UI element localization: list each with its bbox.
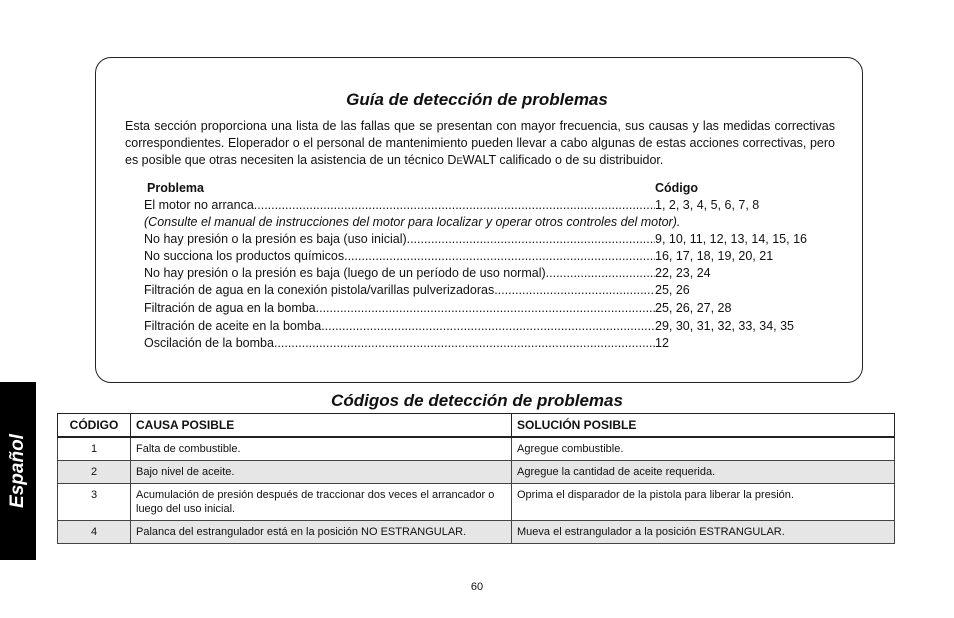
page-number: 60 [470,581,484,593]
row-cause: Acumulación de presión después de traccionar dos veces el arrancador o luego del uso inicial. [131,484,512,521]
row-solution: Mueva el estrangulador a la posición ESTRANGULAR. [512,521,895,544]
engine-manual-note: (Consulte el manual de instrucciones del motor para localizar y operar otros controles del motor). [144,215,681,229]
row-code: 4 [58,521,131,544]
troubleshooting-codes-table [57,413,895,544]
table-row [58,437,895,461]
problem-row: Filtración de agua en la conexión pistola/varillas pulverizadoras ..... 25, 26 [144,282,844,299]
table-row [58,484,895,521]
table-row [58,521,895,544]
header-cause: CAUSA POSIBLE [131,414,512,438]
row-cause: Bajo nivel de aceite. [131,461,512,484]
language-side-tab: Español [0,382,36,560]
table-row [58,461,895,484]
problem-row: No hay presión o la presión es baja (luego de un período de uso normal) ..... 22, 23, 24 [144,265,844,282]
header-code: CÓDIGO [58,414,131,438]
problem-row: Oscilación de la bomba ..... 12 [144,335,844,352]
problem-row: Filtración de agua en la bomba ..... 25, 26, 27, 28 [144,300,844,317]
row-code: 1 [58,437,131,461]
row-cause: Palanca del estrangulador está en la posición NO ESTRANGULAR. [131,521,512,544]
guide-intro-paragraph: Esta sección proporciona una lista de las fallas que se presentan con mayor frecuencia, sus causas y las medidas correctivas correspondientes. Eloperador o el personal de mantenimiento pueden llevar a cabo algunas de estas acciones correctivas, pero es posible que otras necesiten la asistencia de un técnico DEWALT calificado o de su distribuidor. [125,119,835,167]
table-header-row [58,414,895,438]
row-cause: Falta de combustible. [131,437,512,461]
row-solution: Oprima el disparador de la pistola para liberar la presión. [512,484,895,521]
code-column-header: Código [655,181,699,195]
row-code: 3 [58,484,131,521]
problem-column-header: Problema [147,181,204,195]
codes-section-title: Códigos de detección de problemas [331,391,623,410]
problem-row: No succiona los productos químicos ..... 16, 17, 18, 19, 20, 21 [144,248,844,265]
problem-row: Filtración de aceite en la bomba ..... 29, 30, 31, 32, 33, 34, 35 [144,318,844,335]
problem-row: El motor no arranca ..... 1, 2, 3, 4, 5, 6, 7, 8 [144,197,844,214]
guide-title: Guía de detección de problemas [346,90,608,109]
row-solution: Agregue combustible. [512,437,895,461]
row-solution: Agregue la cantidad de aceite requerida. [512,461,895,484]
problem-row: No hay presión o la presión es baja (uso inicial) ..... 9, 10, 11, 12, 13, 14, 15, 16 [144,231,844,248]
header-solution: SOLUCIÓN POSIBLE [512,414,895,438]
row-code: 2 [58,461,131,484]
